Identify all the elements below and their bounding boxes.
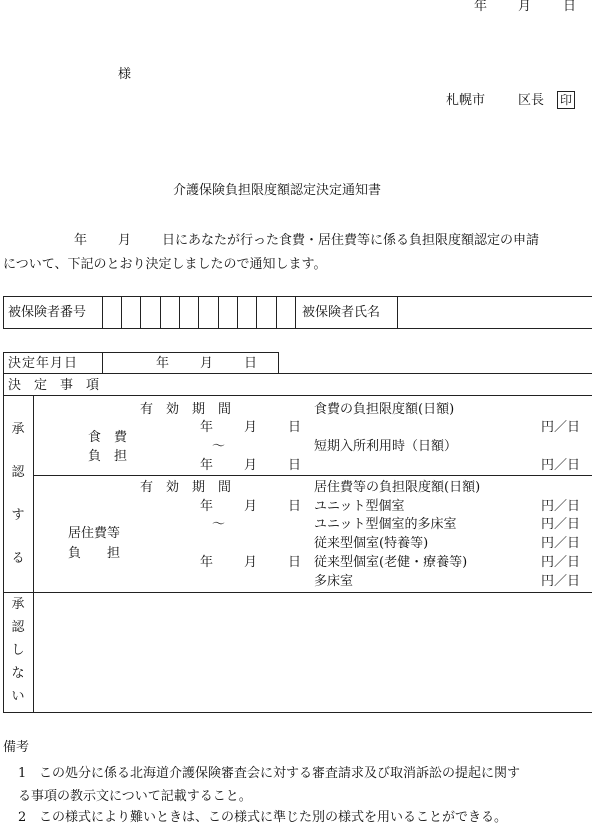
- room-type-multi-bed: 多床室: [314, 574, 354, 589]
- residence-label-2: 負 担: [68, 546, 121, 561]
- food-period-end-year: 年: [200, 458, 214, 473]
- note-2-number: 2: [18, 810, 27, 825]
- food-short-stay-label: 短期入所利用時（日額）: [314, 439, 458, 454]
- note-2-line1: この様式により難いときは、この様式に準じた別の様式を用いることができる。: [39, 810, 508, 825]
- food-short-stay-unit: 円／日: [541, 458, 581, 473]
- food-period-start-day: 日: [288, 420, 302, 435]
- note-1-number: 1: [18, 766, 27, 781]
- residence-period-end-day: 日: [288, 555, 302, 570]
- residence-period-start-day: 日: [288, 499, 302, 514]
- food-period-end-day: 日: [288, 458, 302, 473]
- approve-char-1: 承: [11, 422, 25, 437]
- deny-char-1: 承: [11, 597, 25, 612]
- food-period-tilde: 〜: [212, 439, 226, 454]
- residence-period-start-year: 年: [200, 499, 214, 514]
- room-type-conventional-tokuyo: 従来型個室(特養等): [314, 536, 429, 551]
- room-type-unit-private: ユニット型個室: [314, 499, 405, 514]
- residence-period-label: 有 効 期 間: [140, 480, 232, 495]
- room-unit-semi-private-unit: 円／日: [541, 517, 581, 532]
- decision-date-year: 年: [156, 356, 170, 371]
- food-period-start-month: 月: [244, 420, 258, 435]
- header-date-day: 日: [563, 0, 577, 14]
- room-conventional-roken-unit: 円／日: [541, 555, 581, 570]
- room-unit-private-unit: 円／日: [541, 499, 581, 514]
- decision-date-label: 決定年月日: [8, 356, 79, 371]
- decision-date-day: 日: [244, 356, 258, 371]
- intro-year: 年: [74, 233, 88, 248]
- residence-period-end-year: 年: [200, 555, 214, 570]
- intro-month: 月: [118, 233, 132, 248]
- seal-stamp: 印: [557, 91, 575, 109]
- note-1-line2: る事項の教示文について記載すること。: [18, 789, 252, 804]
- insured-name-label: 被保険者氏名: [302, 305, 381, 320]
- header-date-year: 年: [474, 0, 488, 14]
- issuer-city: 札幌市: [446, 93, 486, 108]
- residence-period-end-month: 月: [244, 555, 258, 570]
- deny-char-5: い: [11, 689, 25, 704]
- deny-char-4: な: [11, 666, 25, 681]
- approve-char-2: 認: [11, 465, 25, 480]
- food-limit-unit: 円／日: [541, 420, 581, 435]
- header-date-month: 月: [518, 0, 532, 14]
- insured-number-label: 被保険者番号: [8, 305, 87, 320]
- deny-char-3: し: [11, 643, 25, 658]
- food-period-label: 有 効 期 間: [140, 402, 232, 417]
- food-limit-label: 食費の負担限度額(日額): [314, 402, 455, 417]
- food-label-2: 負 担: [88, 449, 128, 464]
- room-type-conventional-roken: 従来型個室(老健・療養等): [314, 555, 468, 570]
- document-title: 介護保険負担限度額認定決定通知書: [173, 183, 382, 198]
- approve-char-4: る: [11, 551, 25, 566]
- residence-label-1: 居住費等: [68, 526, 121, 541]
- decision-date-month: 月: [200, 356, 214, 371]
- intro-text-line2: について、下記のとおり決定しましたので通知します。: [3, 257, 327, 272]
- food-period-end-month: 月: [244, 458, 258, 473]
- issuer-title: 区長: [518, 93, 545, 108]
- decision-items-label: 決 定 事 項: [8, 378, 100, 393]
- deny-char-2: 認: [11, 620, 25, 635]
- residence-limit-label: 居住費等の負担限度額(日額): [314, 480, 481, 495]
- room-multi-bed-unit: 円／日: [541, 574, 581, 589]
- room-type-unit-semi-private: ユニット型個室的多床室: [314, 517, 457, 532]
- approve-char-3: す: [11, 508, 25, 523]
- food-label-1: 食 費: [88, 430, 128, 445]
- intro-text-line1: 日にあなたが行った食費・居住費等に係る負担限度額認定の申請: [162, 233, 540, 248]
- residence-period-tilde: 〜: [212, 517, 226, 532]
- note-1-line1: この処分に係る北海道介護保険審査会に対する審査請求及び取消訴訟の提起に関す: [39, 766, 521, 781]
- room-conventional-tokuyo-unit: 円／日: [541, 536, 581, 551]
- addressee-suffix: 様: [118, 67, 132, 82]
- food-period-start-year: 年: [200, 420, 214, 435]
- notes-heading: 備考: [3, 740, 30, 755]
- residence-period-start-month: 月: [244, 499, 258, 514]
